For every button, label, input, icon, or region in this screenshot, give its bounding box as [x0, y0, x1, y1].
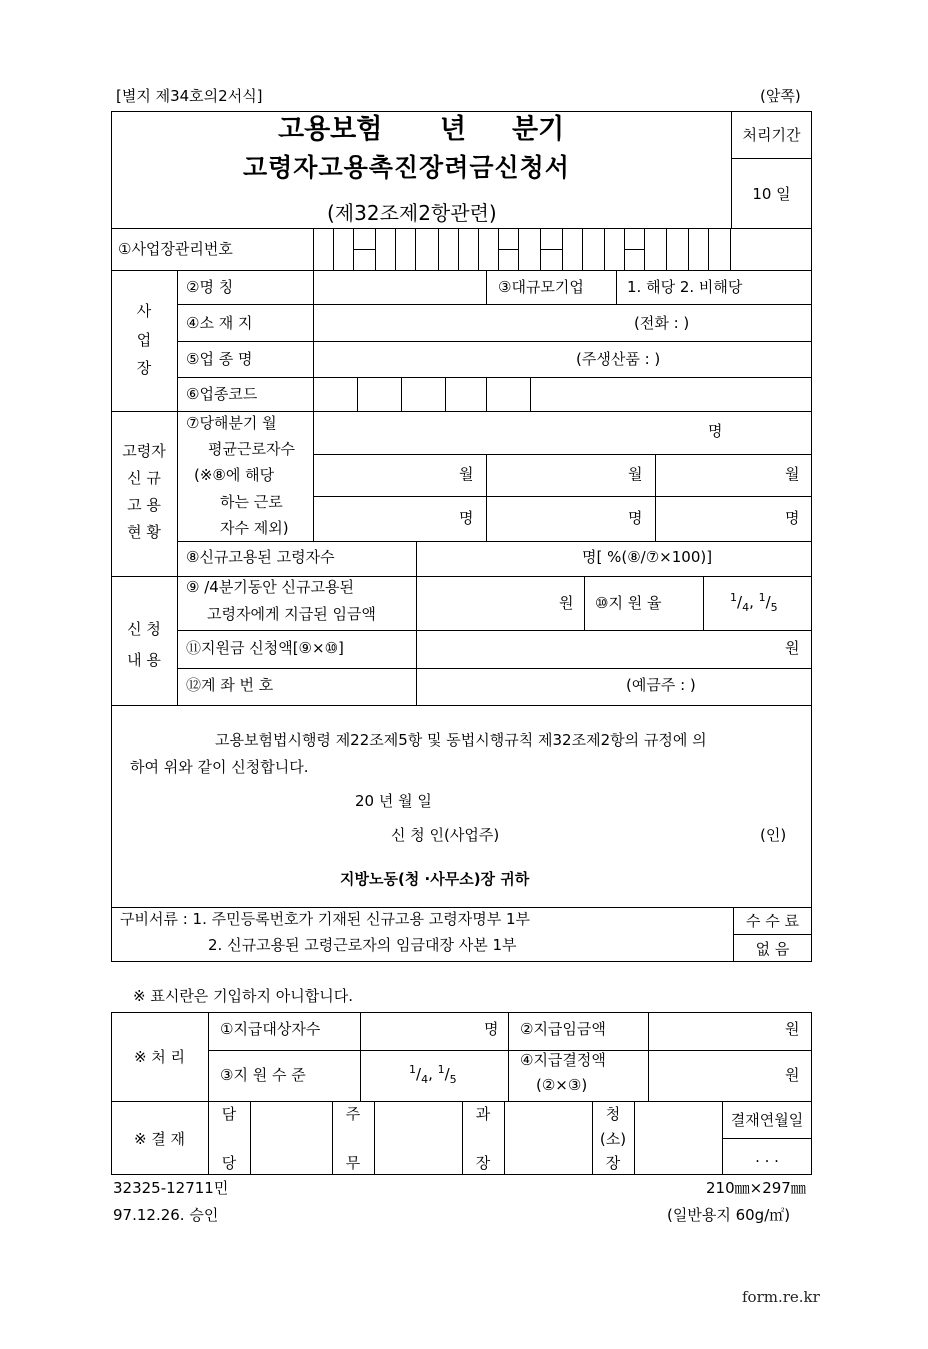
paper-size: 210㎜×297㎜	[706, 1179, 806, 1197]
biz-mgmt-number-digit[interactable]	[354, 229, 374, 269]
approval-section-chief-sign[interactable]	[506, 1103, 590, 1173]
subsidy-amount-unit: 원	[785, 639, 800, 657]
approval-label: ※ 결 재	[133, 1129, 186, 1148]
company-name-field[interactable]	[316, 273, 484, 301]
approval-date-field[interactable]: . . .	[755, 1147, 779, 1166]
approval-date-label: 결재연월일	[730, 1111, 804, 1129]
form-number: [별지 제34호의2서식]	[116, 87, 263, 105]
approval-section-chief-label: 과 장	[475, 1105, 491, 1172]
large-company-options[interactable]: 1. 해당 2. 비해당	[627, 278, 743, 296]
biz-mgmt-number-digit[interactable]	[499, 229, 517, 269]
new-elderly-count-label: ⑧신규고용된 고령자수	[186, 548, 335, 566]
business-side-label: 사 업 장	[136, 302, 152, 377]
subsidy-amount-label: ⑪지원금 신청액[⑨×⑩]	[186, 639, 344, 657]
paid-wage-label: ②지급임금액	[520, 1020, 606, 1038]
avg-workers-label-2: 평균근로자수	[208, 440, 295, 458]
support-rate-value[interactable]: $^1/_4$, $^1/_5$	[730, 591, 778, 614]
title-insurance: 고용보험	[278, 114, 383, 145]
large-company-label: ③대규모기업	[498, 278, 584, 296]
biz-mgmt-number-digit[interactable]	[376, 229, 394, 269]
biz-mgmt-number-digit[interactable]	[625, 229, 643, 269]
account-number-label: ⑫계 좌 번 호	[186, 676, 274, 694]
seal-mark: (인)	[760, 826, 787, 844]
avg-workers-unit: 명	[708, 422, 723, 440]
approval-date-note: 97.12.26. 승인	[113, 1206, 219, 1224]
account-holder-field[interactable]: (예금주 : )	[626, 676, 696, 694]
support-rate-label: ⑩지 원 율	[595, 594, 662, 612]
industry-code-digit[interactable]	[487, 378, 529, 410]
processing-period-label: 처리기간	[742, 126, 801, 144]
fee-value: 없 음	[755, 939, 790, 958]
biz-mgmt-number-digit[interactable]	[583, 229, 603, 269]
processing-period-value: 10 일	[752, 184, 791, 203]
support-level-label: ③지 원 수 준	[220, 1066, 306, 1084]
biz-mgmt-number-digit[interactable]	[334, 229, 352, 269]
industry-label: ⑤업 종 명	[186, 350, 253, 368]
decision-amount-label-1: ④지급결정액	[520, 1051, 606, 1069]
front-side-label: (앞쪽)	[760, 87, 801, 105]
approval-head-sign[interactable]	[636, 1103, 720, 1173]
biz-mgmt-number-digit[interactable]	[689, 229, 707, 269]
approval-staff-label: 담 당	[221, 1105, 237, 1172]
biz-mgmt-number-digit[interactable]	[563, 229, 581, 269]
application-side-label: 신 청 내 용	[127, 620, 161, 669]
month-3-unit: 월	[785, 465, 800, 483]
form-code: 32325-12711민	[113, 1179, 229, 1197]
approval-head-label: 청 (소) 장	[599, 1105, 627, 1172]
title-year: 년	[440, 114, 467, 145]
statement-text-2: 하여 위와 같이 신청합니다.	[130, 758, 309, 776]
decision-amount-unit: 원	[785, 1066, 800, 1084]
address-label: ④소 재 지	[186, 314, 253, 332]
biz-mgmt-number-digit[interactable]	[519, 229, 539, 269]
elderly-hire-side-label: 고령자 신 규 고 용 현 황	[122, 442, 166, 541]
workers-3-unit: 명	[785, 509, 800, 527]
main-product-field[interactable]: (주생산품 : )	[576, 350, 661, 368]
title-quarter: 분기	[512, 114, 565, 145]
paper-type: (일반용지 60g/㎡)	[667, 1206, 791, 1224]
support-level-value: $^1/_4$, $^1/_5$	[409, 1063, 457, 1086]
biz-mgmt-number-label: ①사업장관리번호	[118, 240, 233, 258]
biz-mgmt-number-digit[interactable]	[314, 229, 332, 269]
avg-workers-label-5: 자수 제외)	[220, 519, 289, 537]
industry-code-label: ⑥업종코드	[186, 385, 258, 403]
required-docs-1: 구비서류 : 1. 주민등록번호가 기재된 신규고용 고령자명부 1부	[120, 910, 531, 928]
month-1-unit: 월	[459, 465, 474, 483]
biz-mgmt-number-digit[interactable]	[439, 229, 457, 269]
biz-mgmt-number-digit[interactable]	[459, 229, 477, 269]
paid-wage-unit: 원	[785, 1020, 800, 1038]
addressee: 지방노동(청 ·사무소)장 귀하	[340, 870, 530, 888]
biz-mgmt-number-digit[interactable]	[605, 229, 623, 269]
application-date[interactable]: 20 년 월 일	[355, 792, 432, 810]
target-count-label: ①지급대상자수	[220, 1020, 321, 1038]
approval-staff-sign[interactable]	[252, 1103, 330, 1173]
industry-code-digit[interactable]	[402, 378, 444, 410]
wage-paid-unit: 원	[559, 594, 574, 612]
decision-amount-label-2: (②×③)	[536, 1076, 588, 1094]
avg-workers-label-4: 하는 근로	[220, 493, 283, 511]
workers-2-unit: 명	[628, 509, 643, 527]
month-2-unit: 월	[628, 465, 643, 483]
biz-mgmt-number-digit[interactable]	[479, 229, 497, 269]
approval-manager-label: 주 무	[345, 1105, 361, 1172]
biz-mgmt-number-digit[interactable]	[416, 229, 437, 269]
company-name-label: ②명 칭	[186, 278, 234, 296]
avg-workers-label-3: (※⑧에 해당	[194, 466, 275, 484]
address-phone-field[interactable]: (전화 : )	[634, 314, 690, 332]
site-watermark: form.re.kr	[742, 1288, 820, 1306]
biz-mgmt-number-digit[interactable]	[541, 229, 561, 269]
industry-code-digit[interactable]	[358, 378, 400, 410]
fee-label: 수 수 료	[745, 912, 799, 930]
new-elderly-count-field[interactable]: 명[ %(⑧/⑦×100)]	[582, 548, 713, 566]
target-count-unit: 명	[484, 1020, 499, 1038]
statement-text-1: 고용보험법시행령 제22조제5항 및 동법시행규칙 제32조제2항의 규정에 의	[215, 731, 707, 749]
biz-mgmt-number-digit[interactable]	[709, 229, 729, 269]
workers-1-unit: 명	[459, 509, 474, 527]
wage-paid-label-1: ⑨ /4분기동안 신규고용된	[186, 578, 354, 596]
processing-label: ※ 처 리	[133, 1048, 186, 1066]
required-docs-2: 2. 신규고용된 고령근로자의 임금대장 사본 1부	[208, 936, 517, 954]
biz-mgmt-number-digit[interactable]	[396, 229, 414, 269]
biz-mgmt-number-digit[interactable]	[645, 229, 665, 269]
title-article: (제32조제2항관련)	[327, 201, 497, 225]
industry-code-digit[interactable]	[446, 378, 485, 410]
wage-paid-label-2: 고령자에게 지급된 임금액	[207, 605, 376, 623]
approval-manager-sign[interactable]	[376, 1103, 460, 1173]
applicant-label: 신 청 인(사업주)	[391, 826, 500, 844]
avg-workers-label-1: ⑦당해분기 월	[186, 414, 277, 432]
biz-mgmt-number-digit[interactable]	[667, 229, 687, 269]
office-use-note: ※ 표시란은 기입하지 아니합니다.	[133, 987, 354, 1005]
industry-code-digit[interactable]	[314, 378, 356, 410]
page-title: 고령자고용촉진장려금신청서	[243, 153, 570, 182]
